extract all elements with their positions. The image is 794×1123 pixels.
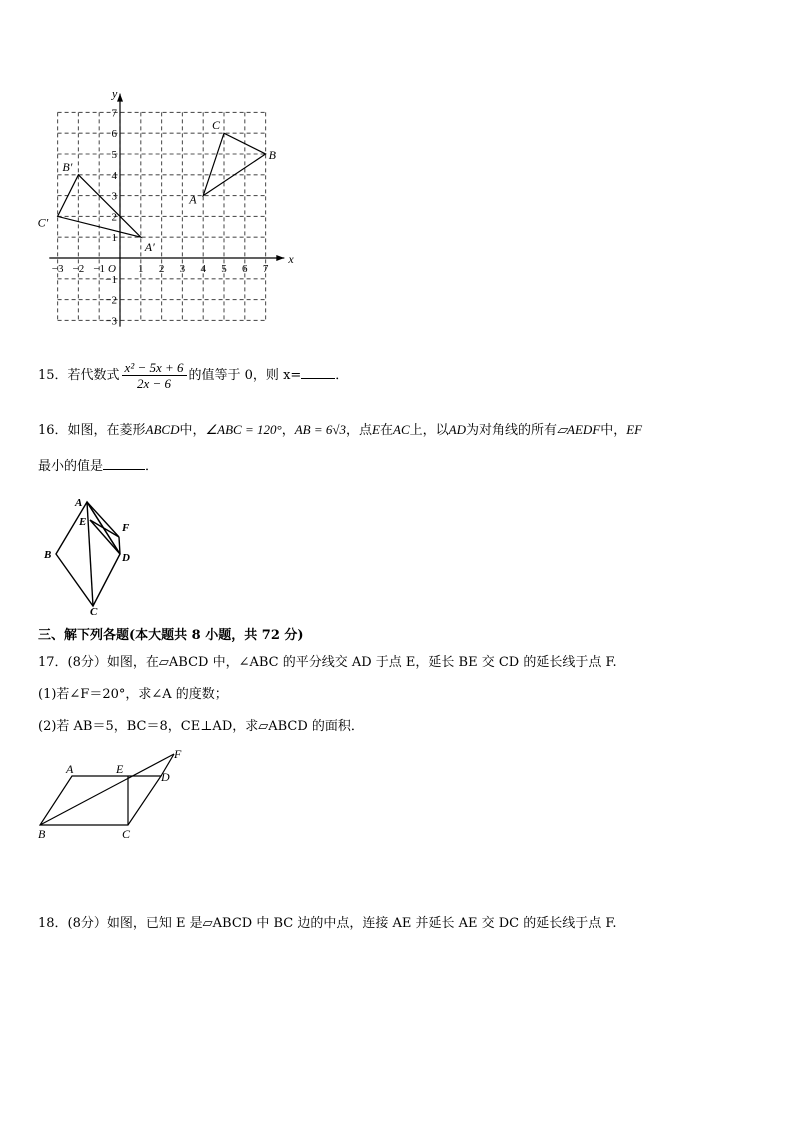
q16-text: 16．如图，在菱形 <box>38 423 146 438</box>
q16-text: 上，以 <box>409 423 449 438</box>
y-tick-label: 6 <box>111 128 117 141</box>
figure-16-rhombus <box>40 494 140 618</box>
dashed-grid <box>58 112 266 320</box>
fig16-label-b: B <box>44 549 52 561</box>
x-axis-letter: x <box>288 252 294 266</box>
point-label-a-prime: A′ <box>144 240 155 255</box>
x-tick-label: 4 <box>200 263 206 275</box>
coordinate-graph <box>38 84 298 334</box>
q16-text: ，点 <box>346 423 373 438</box>
y-axis-letter: y <box>112 86 118 101</box>
fig16-label-c: C <box>90 606 98 618</box>
x-tick-label: −3 <box>51 263 64 275</box>
fig17-label-c: C <box>122 827 131 841</box>
q15-suffix: 的值等于 0，则 x= <box>188 368 302 383</box>
y-tick-label: 2 <box>111 211 117 224</box>
question-17-line1: 17．(8分）如图，在▱ABCD 中，∠ABC 的平分线交 AD 于点 E，延长 BE 交 CD 的延长线于点 F. <box>38 655 617 670</box>
q15-end: ． <box>335 368 349 383</box>
question-15 <box>38 360 348 391</box>
x-tick-label: 1 <box>138 263 144 275</box>
x-tick-label: 6 <box>242 263 248 275</box>
y-tick-label: −1 <box>105 273 117 286</box>
q15-prefix: 15．若代数式 <box>38 368 120 383</box>
q16-text: 中， <box>600 423 627 438</box>
q16-text: 为对角线的所有 <box>465 423 557 438</box>
y-tick-label: −3 <box>105 315 117 328</box>
q16-ab-expr: AB = 6√3 <box>294 422 347 437</box>
x-tick-label: 3 <box>179 263 186 275</box>
triangle-abc <box>203 133 265 195</box>
y-axis-arrow <box>117 94 123 102</box>
question-18-line1: 18．(8分）如图，已知 E 是▱ABCD 中 BC 边的中点，连接 AE 并延长 AE 交 DC 的延长线于点 F. <box>38 916 617 931</box>
section-3-heading: 三、解下列各题(本大题共 8 小题，共 72 分) <box>38 628 304 643</box>
q16-answer-blank[interactable] <box>103 457 145 470</box>
question-16-line2 <box>38 457 158 476</box>
triangles <box>38 118 277 254</box>
question-16-line1 <box>38 421 642 440</box>
q16-ef: EF <box>626 422 643 437</box>
q16-text: 最小的值是 <box>38 459 104 474</box>
fig17-label-a: A <box>66 762 74 776</box>
x-tick-label: −2 <box>72 263 85 275</box>
fig16-label-f: F <box>122 522 130 534</box>
y-tick-label: 5 <box>111 149 117 161</box>
question-17-part1: (1)若∠F＝20°，求∠A 的度数； <box>38 687 228 702</box>
y-tick-label: −2 <box>105 294 117 307</box>
fig16-label-d: D <box>122 552 130 564</box>
point-label-b: B <box>268 148 276 162</box>
q16-e: E <box>372 422 380 437</box>
tick-labels <box>52 107 269 327</box>
q15-fraction <box>122 360 187 391</box>
y-tick-label: 7 <box>111 107 117 120</box>
x-axis-arrow <box>276 255 284 261</box>
q16-angle-expr: ∠ABC = 120° <box>205 422 282 437</box>
q16-text: 中， <box>179 423 206 438</box>
question-17-part2: (2)若 AB＝5，BC＝8，CE⊥AD，求▱ABCD 的面积． <box>38 719 364 734</box>
y-tick-label: 3 <box>111 190 117 203</box>
origin-label: O <box>108 263 116 275</box>
x-tick-label: 5 <box>221 263 227 275</box>
point-label-c: C <box>212 118 221 133</box>
point-label-c-prime: C′ <box>38 215 49 230</box>
q16-text: ， <box>281 423 295 438</box>
q16-ac: AC <box>393 422 410 437</box>
x-tick-label: −1 <box>93 263 106 275</box>
fig17-label-f: F <box>174 747 182 761</box>
q15-numerator: x² − 5x + 6 <box>122 360 187 376</box>
q16-text: ． <box>145 459 159 474</box>
figure-17-parallelogram <box>34 746 194 842</box>
q16-ad: AD <box>448 422 466 437</box>
x-tick-label: 2 <box>158 263 165 275</box>
fig17-label-e: E <box>116 762 124 776</box>
point-label-a: A <box>189 192 197 207</box>
fig17-label-b: B <box>38 827 46 841</box>
x-tick-label: 7 <box>262 263 269 275</box>
axes <box>49 87 294 327</box>
fig16-label-a: A <box>75 497 83 509</box>
q15-answer-blank[interactable] <box>301 366 335 379</box>
q16-text: 在 <box>379 423 393 438</box>
q15-denominator: 2x − 6 <box>137 376 172 391</box>
q16-abcd: ABCD <box>145 422 180 437</box>
fig16-label-e: E <box>79 516 87 528</box>
y-tick-label: 1 <box>111 232 117 245</box>
fig17-label-d: D <box>161 770 170 784</box>
point-label-b-prime: B′ <box>62 159 73 174</box>
q16-aedf: ▱AEDF <box>557 422 601 437</box>
y-tick-label: 4 <box>111 169 117 182</box>
